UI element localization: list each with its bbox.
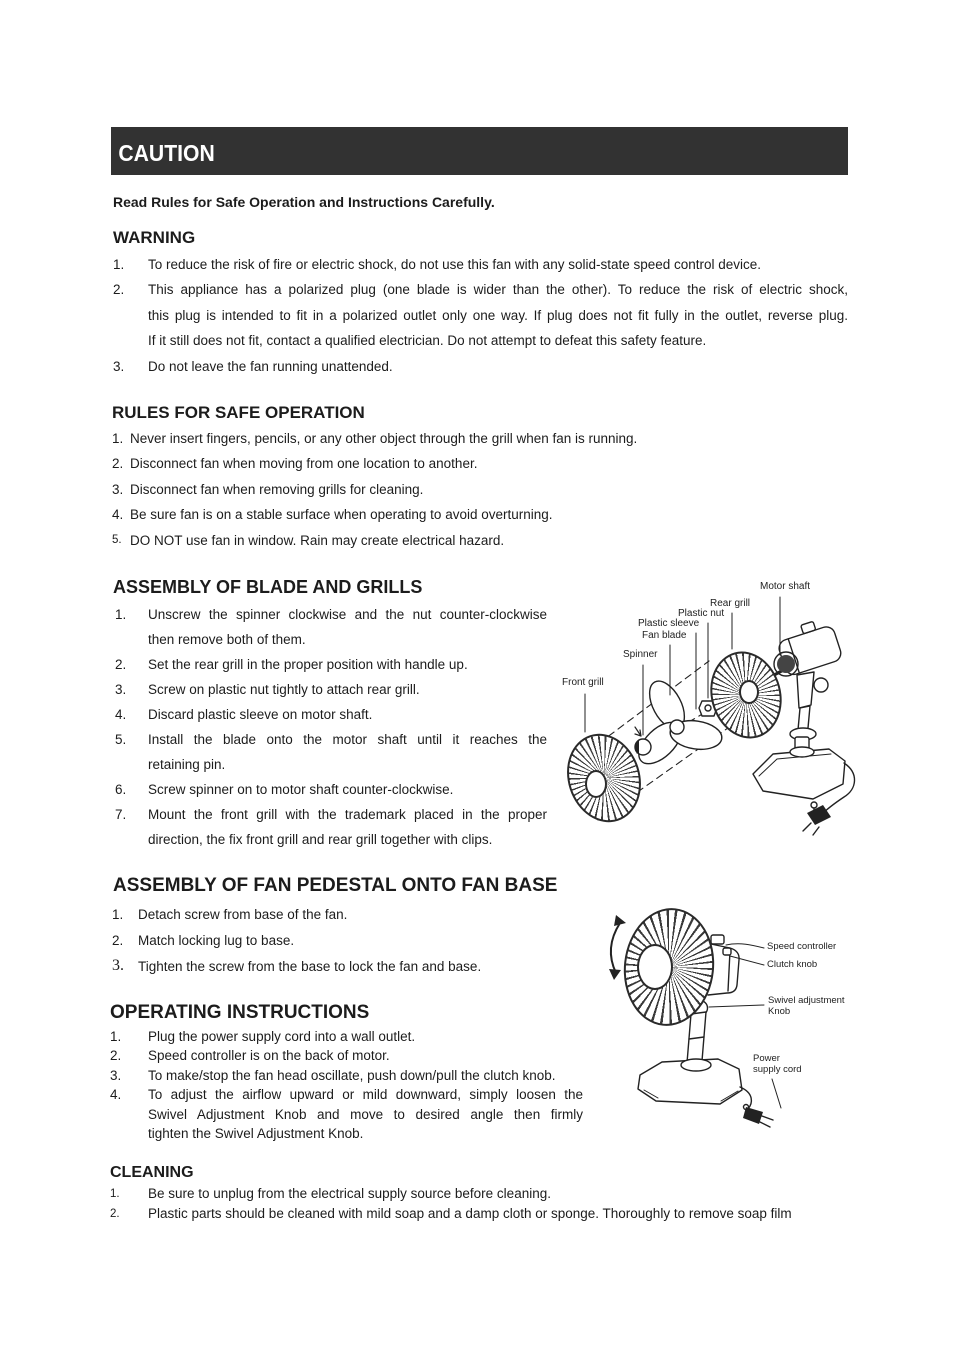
label-rear-grill: Rear grill bbox=[710, 598, 751, 609]
label-plastic-nut: Plastic nut bbox=[678, 608, 725, 619]
cleaning-list bbox=[110, 1184, 850, 1225]
fan-head-hub bbox=[637, 944, 673, 990]
item-number: 7. bbox=[115, 807, 127, 822]
list-item bbox=[115, 652, 547, 677]
list-item bbox=[112, 451, 848, 476]
caution-label: CAUTION bbox=[118, 139, 215, 166]
list-item bbox=[110, 1066, 583, 1085]
label-spinner: Spinner bbox=[623, 649, 658, 660]
section-title-operating: OPERATING INSTRUCTIONS bbox=[110, 1002, 370, 1023]
item-text: DO NOT use fan in window. Rain may create electrical hazard. bbox=[130, 532, 505, 548]
item-number: 2. bbox=[110, 1208, 120, 1221]
item-number: 4. bbox=[110, 1087, 122, 1103]
assembled-fan-diagram bbox=[600, 893, 900, 1138]
list-item bbox=[115, 602, 547, 652]
label-swivel-knob-word: Knob bbox=[768, 1006, 791, 1017]
item-number: 3. bbox=[115, 682, 127, 697]
list-item bbox=[115, 727, 547, 777]
item-text: Discard plastic sleeve on motor shaft. bbox=[148, 707, 373, 722]
item-number: 2. bbox=[112, 456, 124, 472]
item-text: Disconnect fan when removing grills for cleaning. bbox=[130, 481, 424, 497]
item-number: 2. bbox=[113, 282, 125, 298]
item-number: 4. bbox=[115, 707, 127, 722]
item-number: 2. bbox=[110, 1048, 122, 1064]
section-title-assembly-blade: ASSEMBLY OF BLADE AND GRILLS bbox=[113, 577, 423, 597]
list-item bbox=[110, 1085, 583, 1143]
section-title-rules: RULES FOR SAFE OPERATION bbox=[112, 403, 365, 422]
item-text: Unscrew the spinner clockwise and the nut counter-clockwise then remove both of them. bbox=[148, 607, 547, 647]
label-motor-shaft: Motor shaft bbox=[760, 581, 811, 592]
item-number: 2. bbox=[112, 933, 124, 948]
item-text: Screw on plastic nut tightly to attach rear grill. bbox=[148, 682, 420, 697]
label-swivel-adjustment: Swivel adjustment bbox=[768, 995, 845, 1006]
item-number: 6. bbox=[115, 782, 127, 797]
label-clutch-knob: Clutch knob bbox=[767, 959, 818, 970]
list-item bbox=[113, 252, 848, 277]
list-item bbox=[115, 777, 547, 802]
list-item bbox=[113, 277, 848, 353]
item-text: Tighten the screw from the base to lock the fan and base. bbox=[138, 959, 482, 974]
list-item bbox=[112, 954, 592, 980]
item-text: To make/stop the fan head oscillate, push down/pull the clutch knob. bbox=[148, 1067, 556, 1083]
item-text: Be sure to unplug from the electrical supply source before cleaning. bbox=[148, 1186, 551, 1201]
label-fan-blade: Fan blade bbox=[642, 630, 687, 641]
item-text: Do not leave the fan running unattended. bbox=[148, 358, 393, 374]
warning-list bbox=[113, 252, 848, 379]
item-text: To adjust the airflow upward or mild downward, simply loosen the Swivel Adjustment Knob and move to desired angle then firmly tighten the Swivel Adjustment Knob. bbox=[148, 1087, 583, 1142]
operating-list bbox=[110, 1027, 583, 1143]
rear-grill-hub bbox=[739, 680, 759, 704]
item-text: Match locking lug to base. bbox=[138, 933, 295, 948]
label-speed-controller: Speed controller bbox=[767, 941, 837, 952]
list-item bbox=[110, 1027, 583, 1046]
item-number: 2. bbox=[115, 657, 127, 672]
item-number: 1. bbox=[113, 257, 125, 272]
section-title-cleaning: CLEANING bbox=[110, 1164, 194, 1181]
assembly-pedestal-list bbox=[112, 902, 592, 980]
intro-text: Read Rules for Safe Operation and Instructions Carefully. bbox=[113, 194, 495, 210]
item-number: 3. bbox=[110, 1067, 122, 1083]
list-item bbox=[112, 502, 848, 527]
list-item bbox=[110, 1204, 850, 1224]
item-number: 1. bbox=[115, 607, 127, 622]
rules-list bbox=[112, 426, 848, 553]
list-item bbox=[112, 426, 848, 451]
list-item bbox=[110, 1184, 850, 1204]
item-text: Plastic parts should be cleaned with mild soap and a damp cloth or sponge. Thoroughly to remove soap film bbox=[148, 1206, 792, 1222]
item-number: 3. bbox=[113, 358, 125, 374]
item-text: Detach screw from base of the fan. bbox=[138, 907, 348, 922]
item-number: 1. bbox=[112, 431, 124, 446]
list-item bbox=[110, 1046, 583, 1065]
exploded-fan-diagram bbox=[557, 577, 875, 857]
item-number: 3. bbox=[112, 957, 124, 974]
caution-banner bbox=[111, 127, 848, 175]
item-number: 1. bbox=[110, 1029, 122, 1044]
item-text: Mount the front grill with the trademark placed in the proper direction, the fix front grill and rear grill together with clips. bbox=[148, 807, 547, 847]
item-text: Screw spinner on to motor shaft counter-clockwise. bbox=[148, 782, 454, 797]
list-item bbox=[112, 902, 592, 928]
list-item bbox=[115, 702, 547, 727]
list-item bbox=[112, 928, 592, 954]
assembly-blade-list bbox=[115, 602, 547, 852]
item-number: 5. bbox=[115, 732, 127, 747]
item-text: To reduce the risk of fire or electric shock, do not use this fan with any solid-state speed control device. bbox=[148, 257, 762, 272]
item-text: Plug the power supply cord into a wall outlet. bbox=[148, 1029, 416, 1044]
item-text: Be sure fan is on a stable surface when operating to avoid overturning. bbox=[130, 507, 553, 523]
front-grill-hub bbox=[585, 770, 607, 798]
item-number: 3. bbox=[112, 481, 124, 497]
item-text: Disconnect fan when moving from one location to another. bbox=[130, 456, 478, 472]
item-text: Set the rear grill in the proper position with handle up. bbox=[148, 657, 468, 672]
item-number: 1. bbox=[110, 1188, 120, 1200]
item-number: 5. bbox=[112, 533, 122, 546]
item-number: 4. bbox=[112, 507, 124, 523]
item-text: Never insert fingers, pencils, or any other object through the grill when fan is running. bbox=[130, 431, 638, 446]
label-plastic-sleeve: Plastic sleeve bbox=[638, 618, 700, 629]
list-item bbox=[115, 677, 547, 702]
section-title-assembly-pedestal: ASSEMBLY OF FAN PEDESTAL ONTO FAN BASE bbox=[113, 875, 558, 896]
section-title-warning: WARNING bbox=[113, 228, 196, 247]
label-front-grill: Front grill bbox=[562, 677, 604, 688]
list-item bbox=[113, 354, 848, 379]
label-power-word: Power bbox=[753, 1053, 780, 1064]
item-number: 1. bbox=[112, 907, 124, 922]
item-text: Speed controller is on the back of motor. bbox=[148, 1048, 390, 1064]
list-item bbox=[112, 477, 848, 502]
list-item bbox=[112, 528, 848, 553]
list-item bbox=[115, 802, 547, 852]
label-supply-cord-word: supply cord bbox=[753, 1064, 802, 1075]
item-text: Install the blade onto the motor shaft until it reaches the retaining pin. bbox=[148, 732, 547, 772]
item-text: This appliance has a polarized plug (one blade is wider than the other). To reduce the risk of electric shock, this plug is intended to fit in a polarized outlet only one way. If plug does not fit fully in the outlet, reverse plug. If it still does not fit, contact a qualified electrician. Do not attempt to defeat this safety feature. bbox=[148, 282, 848, 349]
